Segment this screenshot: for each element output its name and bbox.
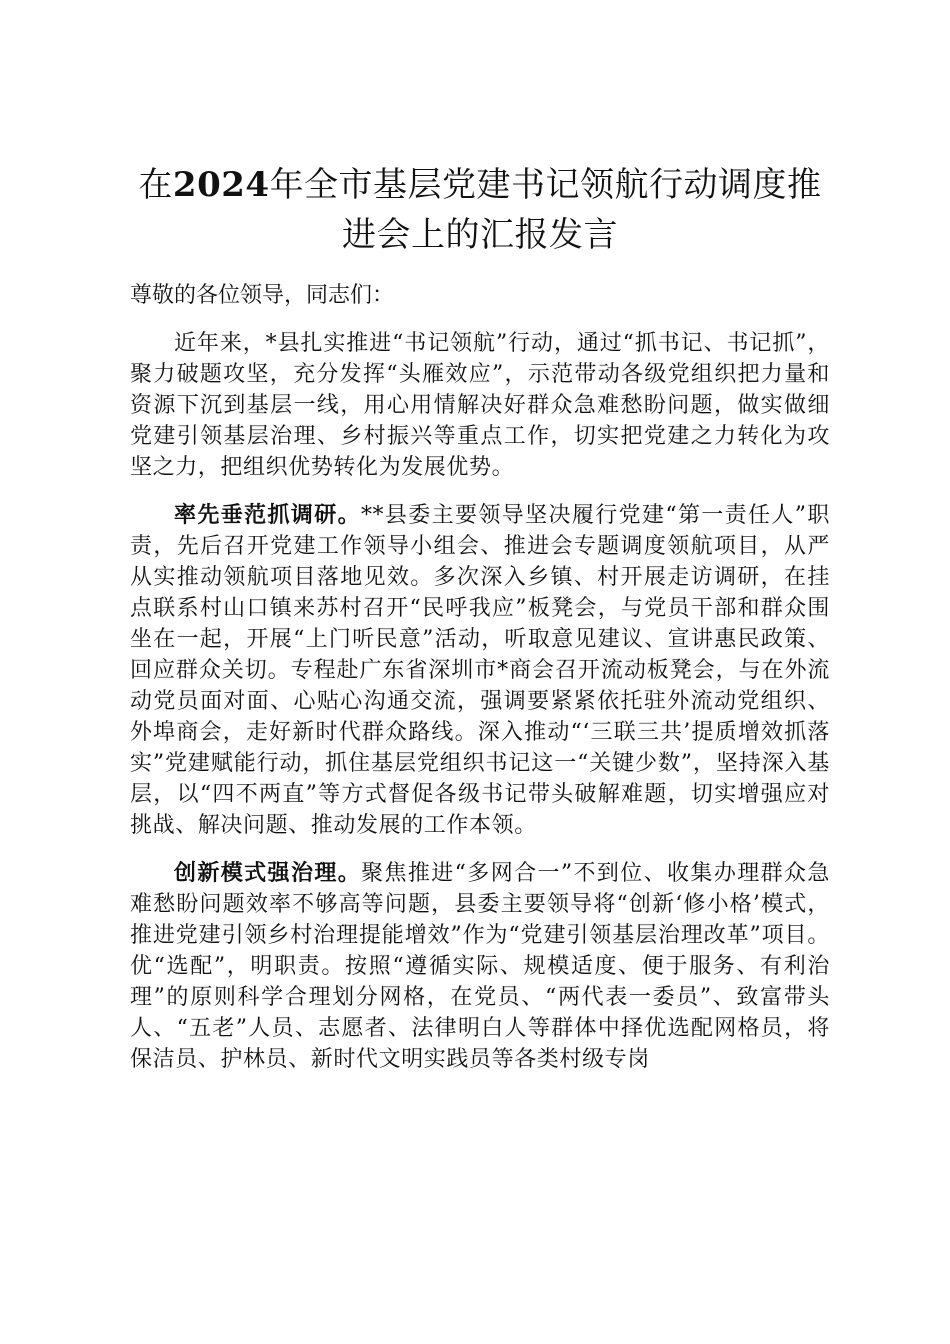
document-page	[130, 160, 830, 1092]
paragraph-text: 聚焦推进“多网合一”不到位、收集办理群众急难愁盼问题效率不够高等问题，县委主要领导将“创新‘修小格’模式，推进党建引领乡村治理提能增效”作为“党建引领基层治理改革”项目。优“选配”，明职责。按照“遵循实际、规模适度、便于服务、有利治理”的原则科学合理划分网格，在党员、“两代表一委员”、致富带头人、“五老”人员、志愿者、法律明白人等群体中择优选配网格员，将保洁员、护林员、新时代文明实践员等各类村级专岗	[130, 861, 830, 1072]
paragraph-text: **县委主要领导坚决履行党建“第一责任人”职责，先后召开党建工作领导小组会、推进会专题调度领航项目，从严从实推动领航项目落地见效。多次深入乡镇、村开展走访调研，在挂点联系村山口镇来苏村召开“民呼我应”板凳会，与党员干部和群众围坐在一起，开展“上门听民意”活动，听取意见建议、宣讲惠民政策、回应群众关切。专程赴广东省深圳市*商会召开流动板凳会，与在外流动党员面对面、心贴心沟通交流，强调要紧紧依托驻外流动党组织、外埠商会，走好新时代群众路线。深入推动“‘三联三共’提质增效抓落实”党建赋能行动，抓住基层党组织书记这一“关键少数”，坚持深入基层，以“四不两直”等方式督促各级书记带头破解难题，切实增强应对挑战、解决问题、推动发展的工作本领。	[130, 503, 830, 838]
title-year: 2024	[172, 165, 270, 205]
paragraph-governance	[130, 858, 830, 1075]
paragraph-lead-heading: 率先垂范抓调研。	[174, 502, 361, 528]
salutation: 尊敬的各位领导，同志们：	[130, 283, 395, 308]
paragraph-intro	[130, 328, 830, 483]
paragraph-lead-heading: 创新模式强治理。	[174, 860, 362, 886]
title-prefix: 在	[138, 165, 173, 205]
paragraph-text: 近年来，*县扎实推进“书记领航”行动，通过“抓书记、书记抓”，聚力破题攻坚，充分发挥“头雁效应”，示范带动各级党组织把力量和资源下沉到基层一线，用心用情解决好群众急难愁盼问题，做实做细党建引领基层治理、乡村振兴等重点工作，切实把党建之力转化为攻坚之力，把组织优势转化为发展优势。	[130, 331, 830, 480]
paragraph-research	[130, 500, 830, 841]
document-title	[130, 160, 830, 260]
title-rest: 年全市基层党建书记领航行动调度推进会上的汇报发言	[269, 165, 822, 255]
